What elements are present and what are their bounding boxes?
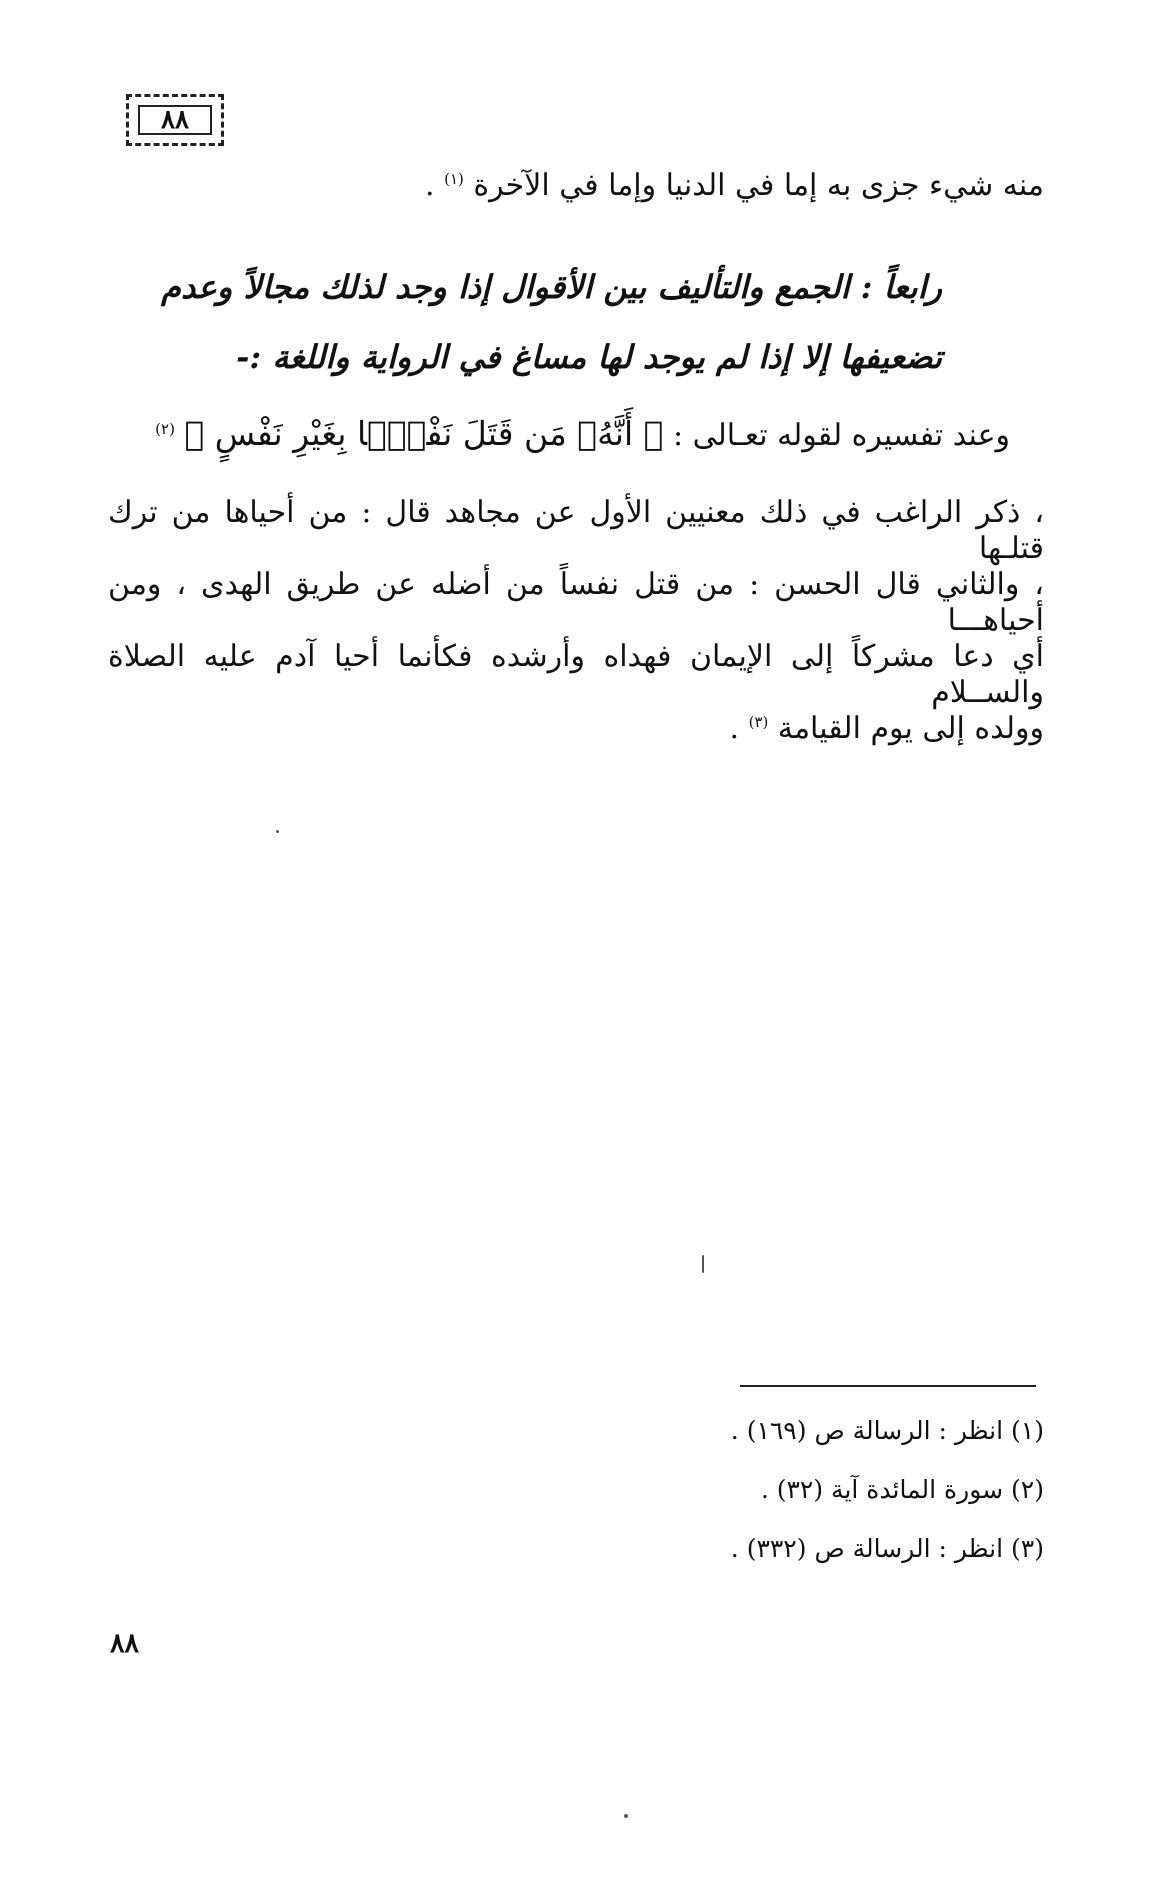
paragraph-line-3: أي دعا مشركاً إلى الإيمان فهداه وأرشده فكأنما أحيا آدم عليه الصلاة والســلام	[108, 639, 1044, 710]
page-number-bottom: ٨٨	[110, 1628, 140, 1659]
page-number-top: ٨٨	[138, 105, 212, 135]
paragraph-line-4-text: وولده إلى يوم القيامة	[777, 711, 1044, 746]
page-number-frame	[126, 94, 224, 146]
section-heading-line-2: تضعيفها إلا إذا لم يوجد لها مساغ في الرواية واللغة :-	[236, 338, 942, 376]
scan-speck	[702, 1255, 704, 1273]
footnote-2: (٢) سورة المائدة آية (٣٢) .	[760, 1475, 1044, 1504]
footnote-ref-3: (٣)	[748, 713, 769, 731]
body-line-1-end: .	[424, 168, 435, 203]
quran-line	[155, 414, 1010, 454]
quran-verse: ﴿ أَنَّهُۥ مَن قَتَلَ نَفْسًۢا بِغَيْرِ نَفْسٍ ﴾	[184, 414, 664, 453]
section-heading-line-1: رابعاً : الجمع والتأليف بين الأقوال إذا وجد لذلك مجالاً وعدم	[161, 268, 942, 306]
body-line-1	[425, 168, 1044, 204]
footnote-divider	[740, 1385, 1036, 1387]
paragraph-line-4-end: .	[729, 711, 740, 746]
scan-speck	[624, 1814, 628, 1818]
paragraph-line-2: ، والثاني قال الحسن : من قتل نفساً من أضله عن طريق الهدى ، ومن أحياهـــا	[108, 567, 1044, 638]
quran-intro: وعند تفسيره لقوله تعـالى :	[673, 418, 1010, 453]
footnote-1: (١) انظر : الرسالة ص (١٦٩) .	[730, 1416, 1044, 1445]
footnote-ref-1: (١)	[444, 170, 464, 188]
paragraph-line-4	[729, 711, 1044, 747]
footnote-3: (٣) انظر : الرسالة ص (٣٣٢) .	[730, 1534, 1044, 1563]
paragraph-line-1: ، ذكر الراغب في ذلك معنيين الأول عن مجاهد قال : من أحياها من ترك قتلـها	[108, 495, 1044, 566]
scan-speck	[276, 830, 279, 833]
footnote-ref-2: (٢)	[155, 420, 175, 438]
body-line-1-text: منه شيء جزى به إما في الدنيا وإما في الآخرة	[473, 168, 1044, 203]
